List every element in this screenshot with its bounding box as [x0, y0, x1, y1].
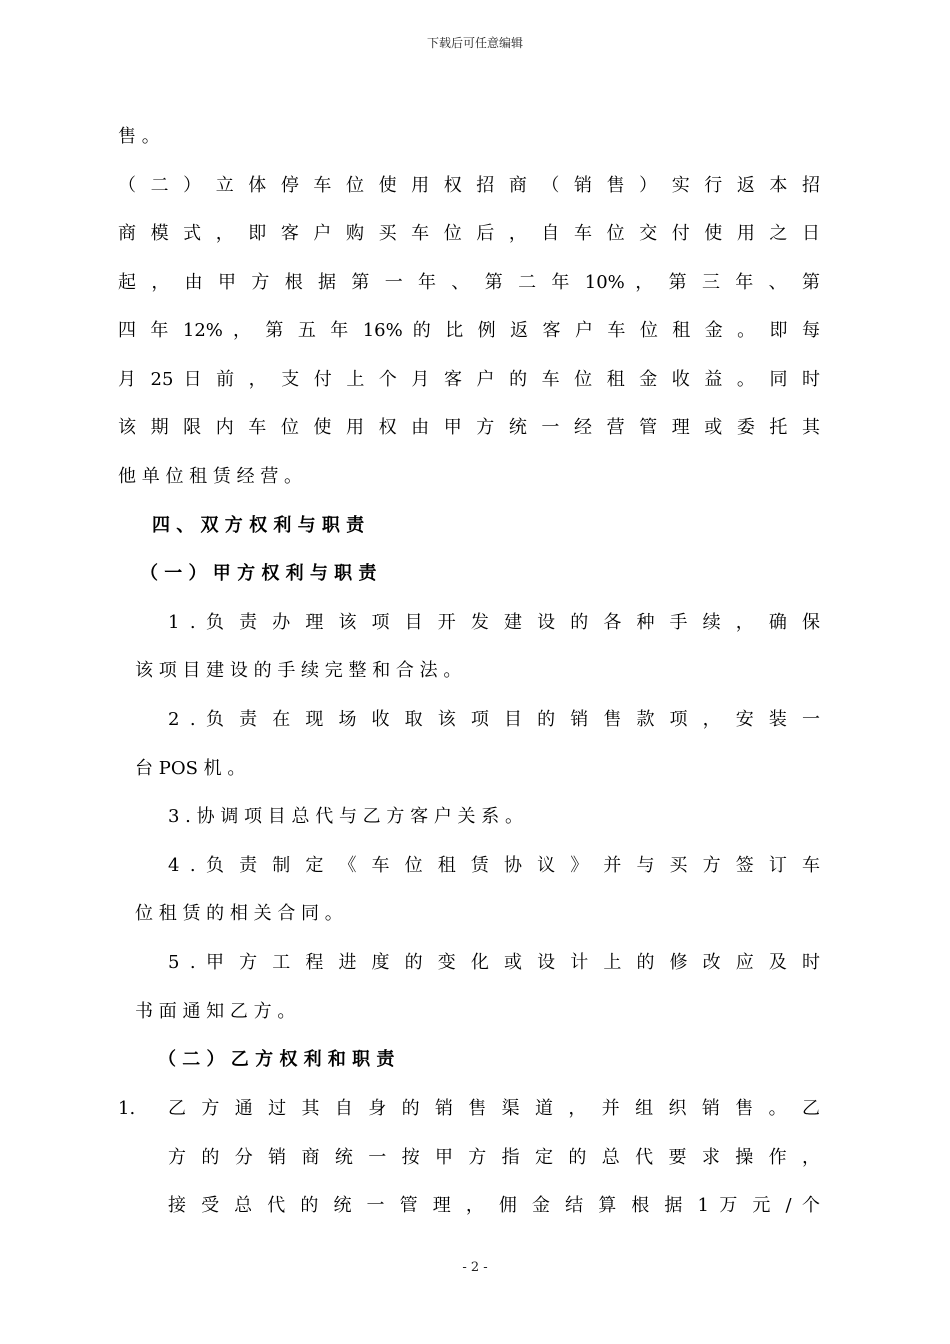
list-item-line: 书 面 通 知 乙 方 。 — [135, 1001, 296, 1022]
paragraph-line: （ 二 ） 立 体 停 车 位 使 用 权 招 商 （ 销 售 ） 实 行 返 本 招 — [118, 175, 820, 196]
list-item-line: 方 的 分 销 商 统 一 按 甲 方 指 定 的 总 代 要 求 操 作 ， — [168, 1147, 820, 1168]
page-header: 下载后可任意编辑 — [426, 36, 523, 50]
paragraph-line: 商 模 式 ， 即 客 户 购 买 车 位 后 ， 自 车 位 交 付 使 用 之 日 — [118, 223, 820, 244]
paragraph-line: 起 ， 由 甲 方 根 据 第 一 年 、 第 二 年 10% ， 第 三 年 、 第 — [118, 272, 820, 293]
list-item-line: 3 . 协 调 项 目 总 代 与 乙 方 客 户 关 系 。 — [168, 806, 523, 827]
list-item-line: 乙 方 通 过 其 自 身 的 销 售 渠 道 ， 并 组 织 销 售 。 乙 — [168, 1098, 820, 1119]
list-item-line: 2 . 负 责 在 现 场 收 取 该 项 目 的 销 售 款 项 ， 安 装 一 — [168, 709, 820, 730]
list-item-line: 位 租 赁 的 相 关 合 同 。 — [135, 903, 343, 924]
subsection-heading: （ 一 ） 甲 方 权 利 与 职 责 — [140, 563, 377, 584]
page-number: - 2 - — [462, 1260, 488, 1275]
list-item-line: 接 受 总 代 的 统 一 管 理 ， 佣 金 结 算 根 据 1 万 元 / 个 — [168, 1195, 820, 1216]
paragraph-line: 四 年 12% ， 第 五 年 16% 的 比 例 返 客 户 车 位 租 金 。 即 每 — [118, 320, 820, 341]
paragraph-line: 月 25 日 前 ， 支 付 上 个 月 客 户 的 车 位 租 金 收 益 。 同 时 — [118, 369, 820, 390]
list-item-line: 4 . 负 责 制 定 《 车 位 租 赁 协 议 》 并 与 买 方 签 订 车 — [168, 855, 820, 876]
paragraph-line: 该 期 限 内 车 位 使 用 权 由 甲 方 统 一 经 营 管 理 或 委 托 其 — [118, 417, 820, 438]
paragraph-line: 售 。 — [118, 126, 160, 147]
list-item-line: 该 项 目 建 设 的 手 续 完 整 和 合 法 。 — [135, 660, 462, 681]
paragraph-line: 他 单 位 租 赁 经 营 。 — [118, 466, 303, 487]
list-number: 1. — [118, 1098, 136, 1119]
list-item-line: 1 . 负 责 办 理 该 项 目 开 发 建 设 的 各 种 手 续 ， 确 保 — [168, 612, 820, 633]
subsection-heading: （ 二 ） 乙 方 权 利 和 职 责 — [158, 1049, 395, 1070]
list-item-line: 5 . 甲 方 工 程 进 度 的 变 化 或 设 计 上 的 修 改 应 及 时 — [168, 952, 820, 973]
section-heading: 四 、 双 方 权 利 与 职 责 — [152, 515, 365, 536]
list-item-line: 台 POS 机 。 — [135, 758, 246, 779]
